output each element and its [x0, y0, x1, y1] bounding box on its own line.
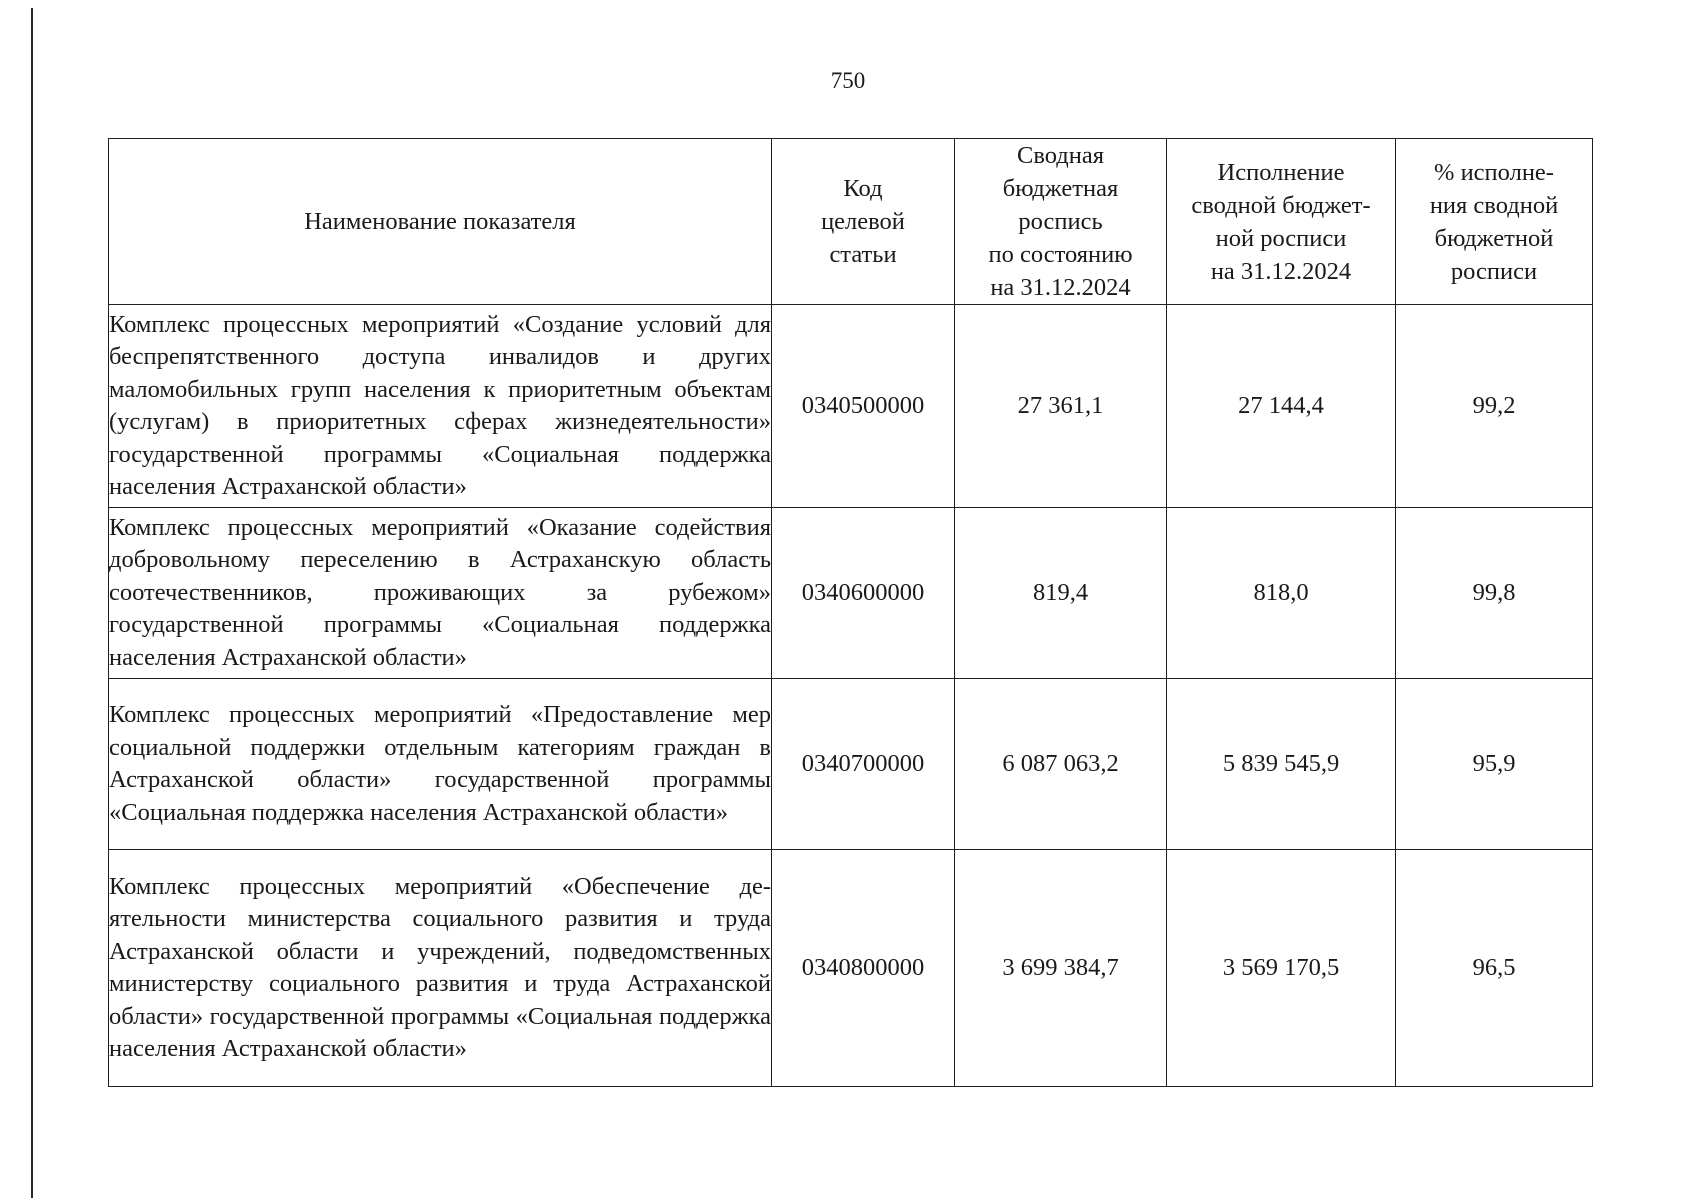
row-executed-value: 5 839 545,9 [1167, 679, 1396, 850]
row-executed-value: 3 569 170,5 [1167, 850, 1396, 1087]
table-row [109, 508, 1593, 679]
table-header-row [109, 139, 1593, 305]
row-percent-value: 96,5 [1396, 850, 1593, 1087]
header-indicator-name: Наименование показателя [109, 139, 772, 305]
row-indicator-name: Комплекс процессных мероприятий «Обеспечение деятельности министерства социального развития и труда Астраханской области и учреждений, подведомственных министерству социального развития и труда Астраханской области» государственной программы «Социальная поддержка населения Астраханской области» [109, 850, 772, 1087]
row-planned-value: 819,4 [955, 508, 1167, 679]
row-percent-value: 99,2 [1396, 305, 1593, 508]
table-row [109, 850, 1593, 1087]
left-margin-line [31, 8, 33, 1198]
row-executed-value: 27 144,4 [1167, 305, 1396, 508]
header-executed-budget: Исполнение сводной бюджет- ной росписи на 31.12.2024 [1167, 139, 1396, 305]
row-percent-value: 95,9 [1396, 679, 1593, 850]
row-executed-value: 818,0 [1167, 508, 1396, 679]
row-planned-value: 27 361,1 [955, 305, 1167, 508]
row-indicator-name: Комплекс процессных мероприятий «Оказание содействия добровольному переселению в Астраханскую область соотечественников, проживающих за рубежом» государственной программы «Социальная поддержка населения Астраханской области» [109, 508, 772, 679]
row-percent-value: 99,8 [1396, 508, 1593, 679]
row-indicator-name: Комплекс процессных мероприятий «Создание условий для беспрепятственного доступа инвалидов и других маломобильных групп населения к приоритетным объектам (услугам) в приоритетных сферах жизнедеятельности» государственной программы «Социальная поддержка населения Астраханской области» [109, 305, 772, 508]
row-planned-value: 3 699 384,7 [955, 850, 1167, 1087]
row-indicator-name: Комплекс процессных мероприятий «Предоставление мер социальной поддержки отдельным категориям граждан в Астраханской области» государственной программы «Социальная поддержка населения Астраханской области» [109, 679, 772, 850]
table-row [109, 679, 1593, 850]
header-execution-percent: % исполне- ния сводной бюджетной росписи [1396, 139, 1593, 305]
table-row [109, 305, 1593, 508]
header-target-code: Код целевой статьи [772, 139, 955, 305]
row-target-code: 0340600000 [772, 508, 955, 679]
page-number: 750 [830, 68, 866, 93]
row-target-code: 0340700000 [772, 679, 955, 850]
row-planned-value: 6 087 063,2 [955, 679, 1167, 850]
header-planned-budget: Сводная бюджетная роспись по состоянию на 31.12.2024 [955, 139, 1167, 305]
row-target-code: 0340800000 [772, 850, 955, 1087]
row-target-code: 0340500000 [772, 305, 955, 508]
budget-execution-table [108, 138, 1593, 1087]
